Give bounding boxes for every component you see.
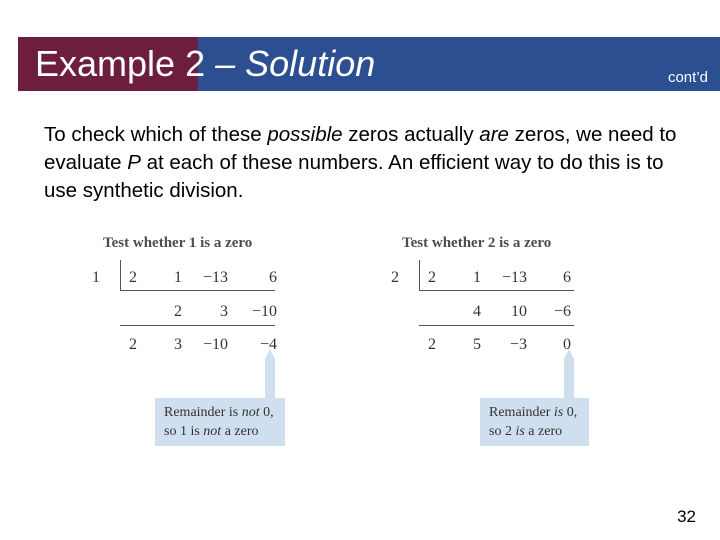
title-suffix: – Solution [215,43,376,84]
body-text-part: at each of these numbers. An efficient way to do this is to use synthetic division. [44,151,664,202]
body-text-part: zeros, we need to evaluate [44,123,677,174]
synthetic-division-test-1 [80,230,280,450]
result: 2 [428,336,436,353]
result: −10 [202,336,228,353]
callout-text-part: Remainder is [164,405,242,420]
callout-pointer [265,359,275,399]
callout-text-part: 0, [563,405,578,420]
coefficient: 1 [473,269,481,286]
coefficient: 6 [563,269,571,286]
callout-text-part: so 1 is [164,424,204,439]
product: 4 [473,303,481,320]
sum-line [419,325,574,326]
callout-pointer [564,359,574,399]
coefficient: −13 [202,269,228,286]
body-text-part: To check which of these [44,123,268,146]
coefficient: 6 [269,269,277,286]
callout-text [489,403,577,441]
callout-pointer-tip [265,349,275,359]
result: 2 [129,336,137,353]
divisor: 2 [391,269,399,286]
title-number: 2 [185,43,206,84]
callout-emphasis: is [553,405,564,420]
product: 10 [511,303,527,320]
callout-text-part: a zero [221,424,259,439]
coefficient: −13 [501,269,527,286]
sum-line [120,325,275,326]
product: −10 [251,303,277,320]
result-remainder: 0 [563,336,571,353]
coefficient: 1 [174,269,182,286]
result-remainder: −4 [259,336,277,353]
synthetic-division-test-2 [379,230,579,450]
callout-emphasis: is [515,424,525,439]
callout-emphasis: not [241,405,260,420]
result: −3 [509,336,527,353]
callout-text [164,403,274,441]
division-title: Test whether 1 is a zero [103,235,253,251]
callout-text-part: 0, [259,405,274,420]
result: 3 [174,336,182,353]
remainder-callout [480,398,589,446]
coefficient: 2 [129,269,137,286]
division-bracket-horizontal [120,290,275,291]
body-text [44,121,694,205]
product: 2 [174,303,182,320]
callout-pointer-tip [564,349,574,359]
title-bar [18,37,720,91]
body-text-emphasis: are [479,123,509,146]
slide-title [35,43,375,85]
remainder-callout [155,398,285,446]
body-text-part: zeros actually [342,123,480,146]
body-text-emphasis: possible [267,123,343,146]
body-text-emphasis: P [127,151,141,174]
product: 3 [220,303,228,320]
callout-text-part: Remainder [489,405,554,420]
divisor: 1 [92,269,100,286]
division-title: Test whether 2 is a zero [402,235,552,251]
result: 5 [473,336,481,353]
callout-text-part: so 2 [489,424,516,439]
division-bracket-horizontal [419,290,574,291]
continued-label: cont’d [667,69,708,86]
coefficient: 2 [428,269,436,286]
title-prefix: Example [35,43,176,84]
page-number: 32 [677,507,696,526]
callout-text-part: a zero [524,424,563,439]
callout-emphasis: not [203,424,222,439]
product: −6 [553,303,571,320]
